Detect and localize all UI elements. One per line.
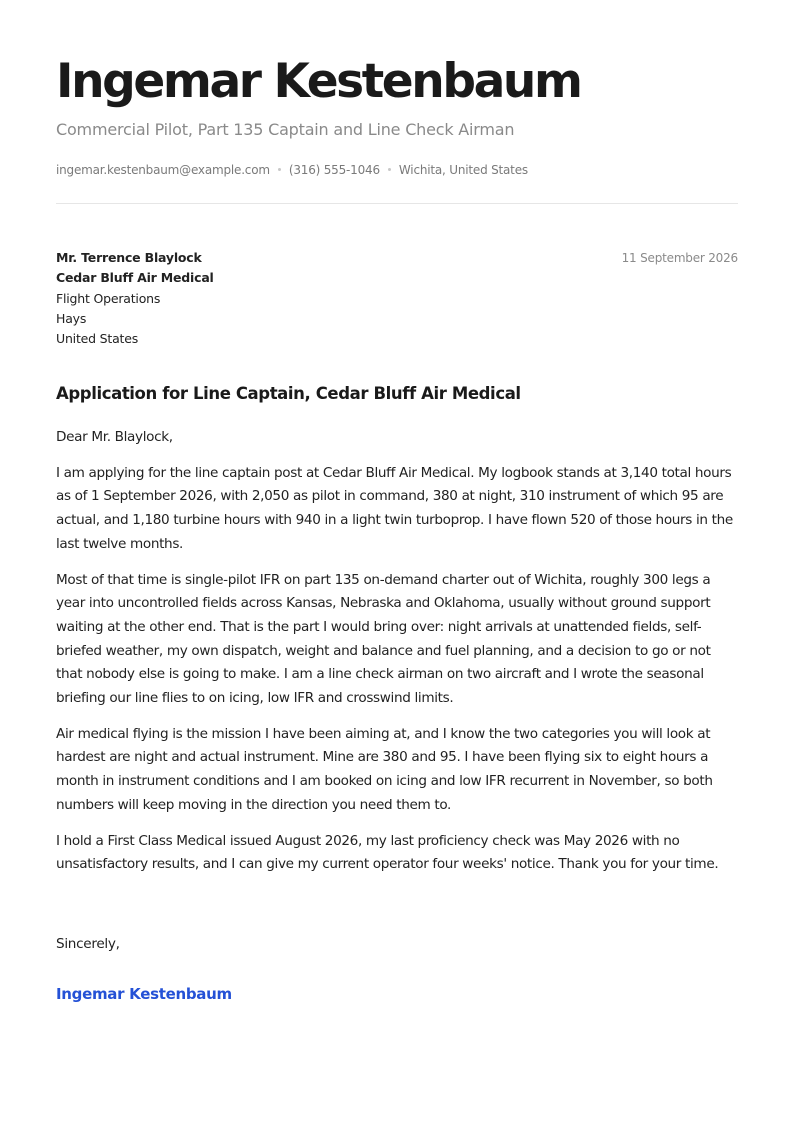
body-paragraph: Most of that time is single-pilot IFR on part 135 on-demand charter out of Wichita, roughly 300 legs a year into uncontrolled fields across Kansas, Nebraska and Oklahoma, usually without ground support waiting at the other end. That is the part I would bring over: night arrivals at unattended fields, self-briefed weather, my own dispatch, weight and balance and fuel planning, and a decision to go or not that nobody else is going to make. I am a line check airman on two aircraft and I wrote the seasonal briefing our line flies to on icing, low IFR and crosswind limits. <box>56 571 711 707</box>
applicant-name: Ingemar Kestenbaum <box>56 54 581 109</box>
header-divider <box>56 203 738 204</box>
closing: Sincerely, <box>56 936 120 952</box>
email-link[interactable]: ingemar.kestenbaum@example.com <box>56 163 270 177</box>
recipient-country: United States <box>56 331 139 347</box>
recipient-block <box>56 248 214 349</box>
letter-body <box>56 426 738 889</box>
separator-dot <box>388 168 391 171</box>
signature: Ingemar Kestenbaum <box>56 985 232 1003</box>
recipient-name: Mr. Terrence Blaylock <box>56 250 202 265</box>
body-paragraph: I am applying for the line captain post at Cedar Bluff Air Medical. My logbook stands at 3,140 total hours as of 1 September 2026, with 2,050 as pilot in command, 380 at night, 310 instrument of which 95 are actual, and 1,180 turbine hours with 940 in a light twin turboprop. I have flown 520 of those hours in the last twelve months. <box>56 464 733 552</box>
letter-date: 11 September 2026 <box>621 251 738 265</box>
recipient-company: Cedar Bluff Air Medical <box>56 270 214 286</box>
salutation: Dear Mr. Blaylock, <box>56 429 173 445</box>
letter-subject: Application for Line Captain, Cedar Bluff Air Medical <box>56 384 521 403</box>
location: Wichita, United States <box>398 163 528 177</box>
recipient-department: Flight Operations <box>56 290 161 306</box>
body-paragraph: Air medical flying is the mission I have been aiming at, and I know the two categories you will look at hardest are night and actual instrument. Mine are 380 and 95. I have been flying six to eight hours a month in instrument conditions and I am booked on icing and low IFR recurrent in November, so both numbers will keep moving in the direction you need them to. <box>56 725 713 813</box>
body-paragraph: I hold a First Class Medical issued August 2026, my last proficiency check was May 2026 with no unsatisfactory results, and I can give my current operator four weeks' notice. Thank you for your time. <box>56 832 719 873</box>
recipient-city: Hays <box>56 310 87 326</box>
contact-line <box>56 161 528 179</box>
separator-dot <box>278 168 281 171</box>
applicant-title: Commercial Pilot, Part 135 Captain and Line Check Airman <box>56 120 515 139</box>
phone-number: (316) 555-1046 <box>288 163 380 177</box>
